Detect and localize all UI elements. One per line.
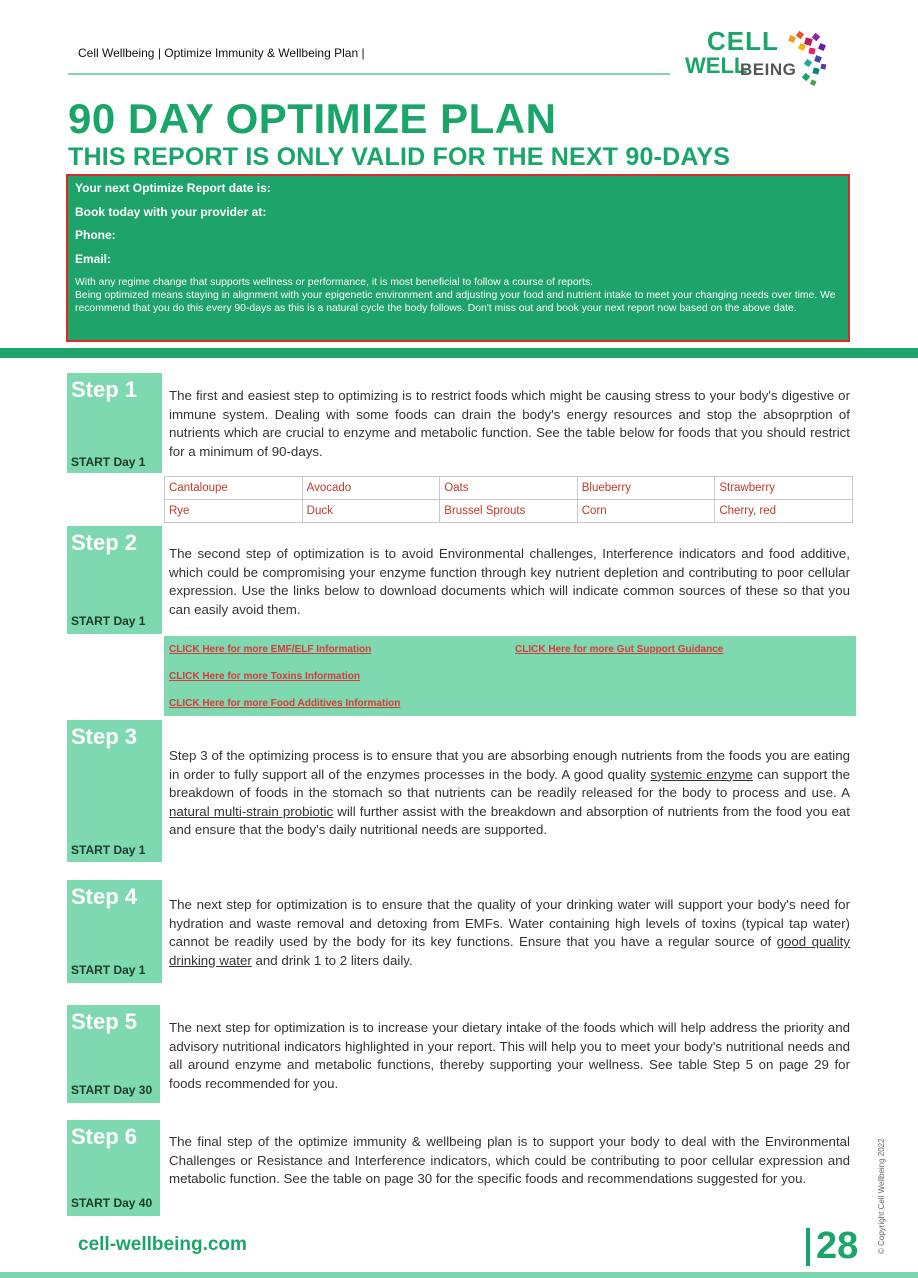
step-6-start: START Day 40: [71, 1196, 153, 1210]
table-cell: Rye: [165, 500, 303, 523]
book-field: Book today with your provider at:: [75, 204, 267, 219]
step-3-label: Step 3: [71, 724, 138, 749]
logo-dots-icon: [775, 30, 839, 90]
step-4-label: Step 4: [71, 884, 138, 909]
logo-text-being: BEING: [740, 60, 797, 79]
step-1-text: The first and easiest step to optimizing is to restrict foods which might be causing stress to your body's digestive or immune system. Dealing with some foods can drain the body's energy resources and stop the absoprption of nutrients which are crucial to enzyme and metabolic function. See the table below for foods that you should restrict for a minimum of 90-days.: [169, 388, 850, 459]
table-cell: Blueberry: [577, 477, 715, 500]
phone-field: Phone:: [75, 228, 116, 242]
step-3-text-c: will further assist with the breakdown and absorption of nutrients from the food you eat and ensure that the body's daily nutritional needs are supported.: [169, 803, 850, 837]
header-divider: [68, 73, 670, 75]
step-1-box: [67, 373, 162, 473]
step-6-label: Step 6: [71, 1124, 138, 1149]
cell-wellbeing-logo: [683, 28, 843, 92]
step-3-start: START Day 1: [71, 843, 146, 857]
table-cell: Cherry, red: [715, 500, 853, 523]
emf-info-link[interactable]: CLICK Here for more EMF/ELF Information: [169, 644, 372, 655]
logo-text-well: WELL: [685, 53, 748, 78]
step-4-start: START Day 1: [71, 963, 146, 977]
table-cell: Oats: [440, 477, 578, 500]
step-4-text: [169, 896, 850, 970]
copyright-notice: © Copyright Cell Wellbeing 2022: [877, 1138, 886, 1254]
page-number-bar: [806, 1228, 810, 1266]
step-5-start: START Day 30: [71, 1083, 153, 1097]
step-2-text: The second step of optimization is to avoid Environmental challenges, Interference indicators and food additive, which could be compromising your enzyme function through key nutrient depletion and contributing to poor cellular expression. Use the links below to download documents which will indicate common sources of these so that you can easily avoid them.: [169, 546, 850, 617]
step-5-box: [67, 1005, 160, 1103]
toxins-info-link[interactable]: CLICK Here for more Toxins Information: [169, 671, 360, 682]
page-number: 28: [816, 1225, 859, 1267]
table-cell: Brussel Sprouts: [440, 500, 578, 523]
food-additives-link[interactable]: CLICK Here for more Food Additives Information: [169, 698, 401, 709]
step-3-box: [67, 720, 162, 862]
step-3-text: [169, 747, 850, 840]
info-text-optimized: Being optimized means staying in alignment with your epigenetic environment and adjusting your food and nutrient intake to meet your changing needs over time. We recommend that you do this every 90-days as this is a natural cycle the body follows. Don't miss out and book your next report now based on the above date.: [75, 290, 836, 314]
info-text-regime: With any regime change that supports wellness or performance, it is most beneficial to follow a course of reports.: [75, 277, 594, 288]
footer-website: cell-wellbeing.com: [78, 1234, 247, 1255]
step-6-text: The final step of the optimize immunity & wellbeing plan is to support your body to deal with the Environmental Challenges or Resistance and Interference indicators, which could be contributing to poor cellular expression and metabolic function. See the table on page 30 for the specific foods and recommendations suggested for you.: [169, 1134, 850, 1186]
step-1-start: START Day 1: [71, 455, 146, 469]
step-2-start: START Day 1: [71, 614, 146, 628]
table-row: [165, 477, 853, 500]
section-divider-band: [0, 348, 918, 358]
drinking-water-link[interactable]: good quality drinking water: [169, 934, 851, 968]
table-cell: Duck: [302, 500, 440, 523]
step-2-label: Step 2: [71, 530, 138, 555]
booking-info-box: [66, 174, 850, 342]
step-5-text: The next step for optimization is to increase your dietary intake of the foods which will help address the priority and advisory nutritional indicators highlighted in your report. This will help you to meet your body's nutritional needs and all around enzyme and metabolic functions, thereby supporting your wellness. See table Step 5 on page 29 for foods recommended for you.: [169, 1020, 850, 1091]
page-subtitle: THIS REPORT IS ONLY VALID FOR THE NEXT 90-DAYS: [68, 143, 731, 171]
table-cell: Avocado: [302, 477, 440, 500]
table-cell: Cantaloupe: [165, 477, 303, 500]
table-row: [165, 500, 853, 523]
restrict-foods-table: [164, 476, 853, 523]
report-date-field: Your next Optimize Report date is:: [75, 181, 271, 195]
step-1-label: Step 1: [71, 377, 138, 402]
logo-text-cell: CELL: [707, 26, 779, 56]
step-6-box: [67, 1120, 160, 1216]
probiotic-link[interactable]: natural multi-strain probiotic: [169, 803, 334, 819]
gut-support-link[interactable]: CLICK Here for more Gut Support Guidance: [515, 644, 724, 655]
step-3-text-b: can support the breakdown of foods in the stomach so that nutrients can be readily released for the body to process and use. A: [169, 766, 850, 800]
email-field: Email:: [75, 251, 112, 266]
resource-links-box: [164, 636, 856, 716]
header-title: Cell Wellbeing | Optimize Immunity & Wellbeing Plan |: [78, 46, 365, 60]
step-4-box: [67, 880, 162, 983]
systemic-enzyme-link[interactable]: systemic enzyme: [650, 766, 753, 782]
step-5-label: Step 5: [71, 1009, 138, 1034]
table-cell: Strawberry: [715, 477, 853, 500]
footer-divider: [0, 1272, 918, 1278]
page-title: 90 DAY OPTIMIZE PLAN: [68, 95, 557, 142]
step-2-box: [67, 526, 162, 634]
table-cell: Corn: [577, 500, 715, 523]
step-4-text-b: and drink 1 to 2 liters daily.: [251, 952, 413, 968]
step-3-text-a: Step 3 of the optimizing process is to ensure that you are absorbing enough nutrients from the foods you are eating in order to fully support all of the enzymes processes in the body. A good quality: [169, 748, 850, 782]
step-4-text-a: The next step for optimization is to ensure that the quality of your drinking water will support your body's need for hydration and waste removal and detoxing from EMFs. Water containing high levels of toxins (typical tap water) cannot be readily used by the body for its key functions. Ensure that you have a regular source of: [169, 897, 850, 949]
